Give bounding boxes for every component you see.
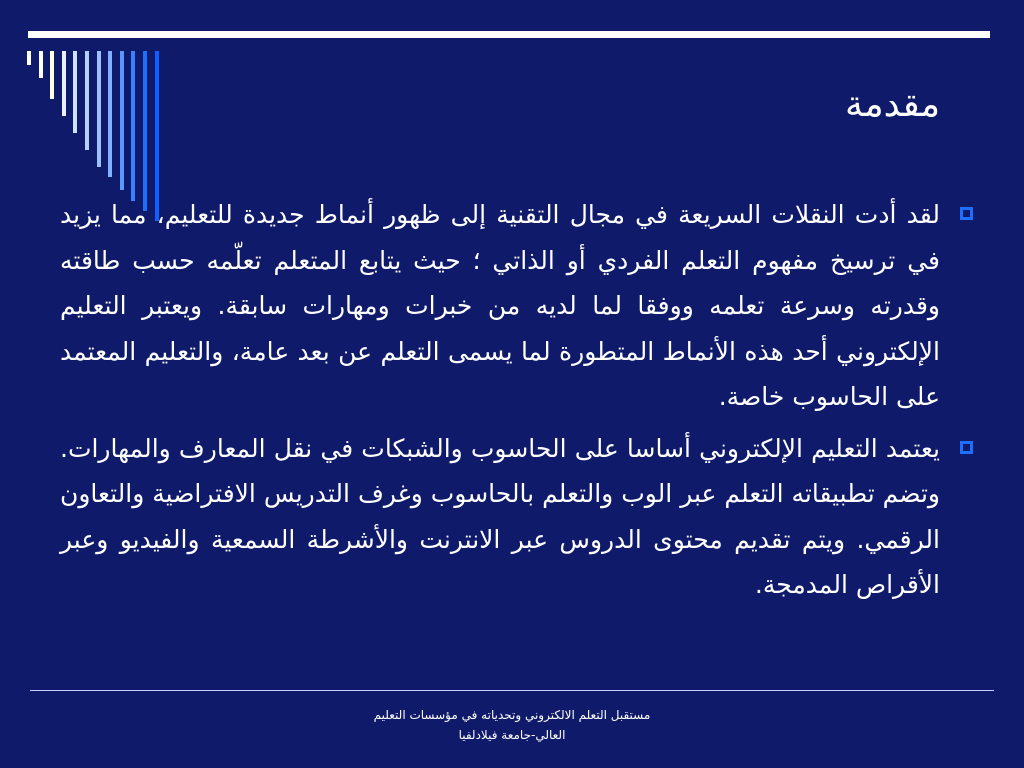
bullet-text: لقد أدت النقلات السريعة في مجال التقنية إلى ظهور أنماط جديدة للتعليم، مما يزيد في ترسيخ مفهوم التعلم الفردي أو الذاتي ؛ حيث يتابع المتعلم تعلّمه حسب طاقته وقدرته وسرعة تعلمه ووفقا لما لديه من خبرات ومهارات سابقة. ويعتبر التعليم الإلكتروني أحد هذه الأنماط المتطورة لما يسمى التعلم عن بعد عامة، والتعليم المعتمد على الحاسوب خاصة. xyxy=(60,200,940,411)
decorative-bar xyxy=(85,51,89,150)
decorative-bar xyxy=(97,51,101,167)
decorative-bar xyxy=(73,51,77,133)
bullet-text: يعتمد التعليم الإلكتروني أساسا على الحاسوب والشبكات في نقل المعارف والمهارات. وتضم تطبيقاته التعلم عبر الوب والتعلم بالحاسوب وغرف التدريس الافتراضية والتعاون الرقمي. ويتم تقديم محتوى الدروس عبر الانترنت والأشرطة السمعية والفيديو وعبر الأقراص المدمجة. xyxy=(60,433,940,599)
bottom-rule xyxy=(30,690,994,691)
footer-line: مستقبل التعلم الالكتروني وتحدياته في مؤسسات التعليم xyxy=(373,708,651,722)
decorative-bar xyxy=(39,51,43,78)
slide-content xyxy=(60,192,975,614)
bullet-item xyxy=(60,426,975,608)
slide-title: مقدمة xyxy=(845,84,940,125)
decorative-bar xyxy=(62,51,66,116)
square-bullet-icon xyxy=(960,441,973,454)
decorative-bar xyxy=(108,51,112,177)
decorative-bar xyxy=(120,51,124,190)
footer-line: العالي-جامعة فيلادلفيا xyxy=(458,728,566,742)
decorative-bar xyxy=(131,51,135,201)
decorative-bar xyxy=(27,51,31,65)
decorative-bar xyxy=(50,51,54,99)
slide-footer xyxy=(312,705,712,745)
bullet-item xyxy=(60,192,975,420)
decorative-bar xyxy=(143,51,147,211)
top-rule xyxy=(28,31,990,38)
square-bullet-icon xyxy=(960,207,973,220)
